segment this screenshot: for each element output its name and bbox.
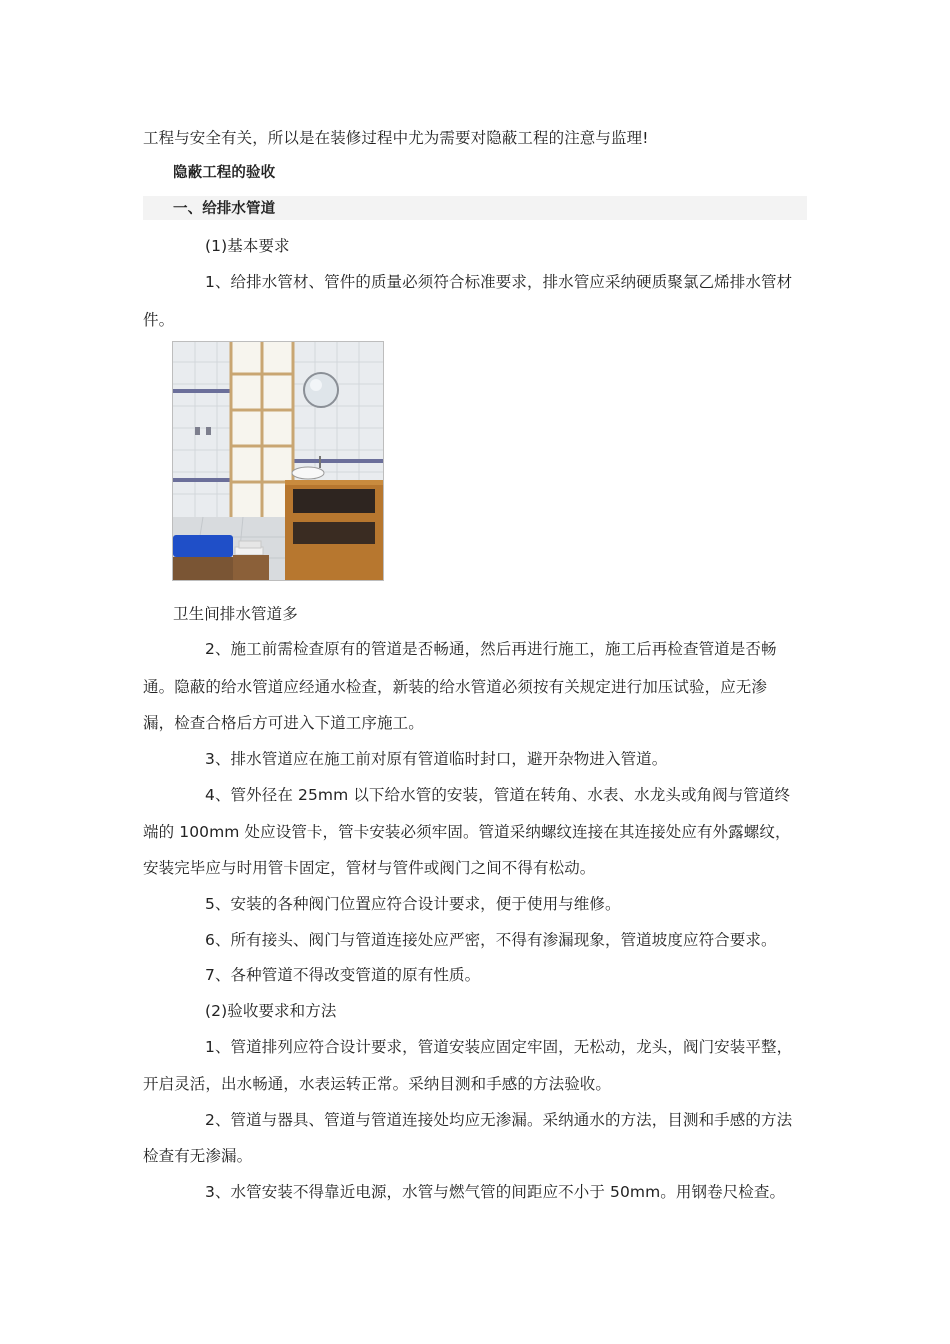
bathroom-photo (172, 341, 384, 581)
intro-line: 工程与安全有关，所以是在装修过程中尤为需要对隐蔽工程的注意与监理! (143, 129, 649, 147)
item-6: 6、所有接头、阀门与管道连接处应严密，不得有渗漏现象，管道坡度应符合要求。 (205, 931, 777, 949)
item-2-line-1: 2、施工前需检查原有的管道是否畅通，然后再进行施工，施工后再检查管道是否畅 (205, 640, 777, 658)
basic-requirements-title: (1)基本要求 (205, 237, 290, 255)
photo-caption: 卫生间排水管道多 (173, 605, 298, 623)
item-4-line-1: 4、管外径在 25mm 以下给水管的安装，管道在转角、水表、水龙头或角阀与管道终 (205, 786, 791, 804)
item-1-line-1: 1、给排水管材、管件的质量必须符合标准要求，排水管应采纳硬质聚氯乙烯排水管材 (205, 273, 793, 291)
item-4-line-3: 安装完毕应与时用管卡固定，管材与管件或阀门之间不得有松动。 (143, 859, 596, 877)
item-4-line-2: 端的 100mm 处应设管卡，管卡安装必须牢固。管道采纳螺纹连接在其连接处应有外露螺纹， (143, 823, 791, 841)
item-2-line-3: 漏，检查合格后方可进入下道工序施工。 (143, 714, 424, 732)
acceptance-title: (2)验收要求和方法 (205, 1002, 337, 1020)
acceptance-1-line-2: 开启灵活，出水畅通，水表运转正常。采纳目测和手感的方法验收。 (143, 1075, 612, 1093)
item-7: 7、各种管道不得改变管道的原有性质。 (205, 966, 481, 984)
item-2-line-2: 通。隐蔽的给水管道应经通水检查，新装的给水管道必须按有关规定进行加压试验，应无渗 (143, 678, 768, 696)
heading: 隐蔽工程的验收 (173, 165, 276, 181)
acceptance-2-line-1: 2、管道与器具、管道与管道连接处均应无渗漏。采纳通水的方法，目测和手感的方法 (205, 1111, 793, 1129)
section-title: 一、给排水管道 (173, 201, 276, 217)
item-5: 5、安装的各种阀门位置应符合设计要求，便于使用与维修。 (205, 895, 621, 913)
item-1-line-2: 件。 (143, 311, 175, 329)
acceptance-2-line-2: 检查有无渗漏。 (143, 1147, 253, 1165)
item-3: 3、排水管道应在施工前对原有管道临时封口，避开杂物进入管道。 (205, 750, 668, 768)
acceptance-3: 3、水管安装不得靠近电源，水管与燃气管的间距应不小于 50mm。用钢卷尺检查。 (205, 1183, 786, 1201)
acceptance-1-line-1: 1、管道排列应符合设计要求，管道安装应固定牢固，无松动，龙头，阀门安装平整， (205, 1038, 793, 1056)
